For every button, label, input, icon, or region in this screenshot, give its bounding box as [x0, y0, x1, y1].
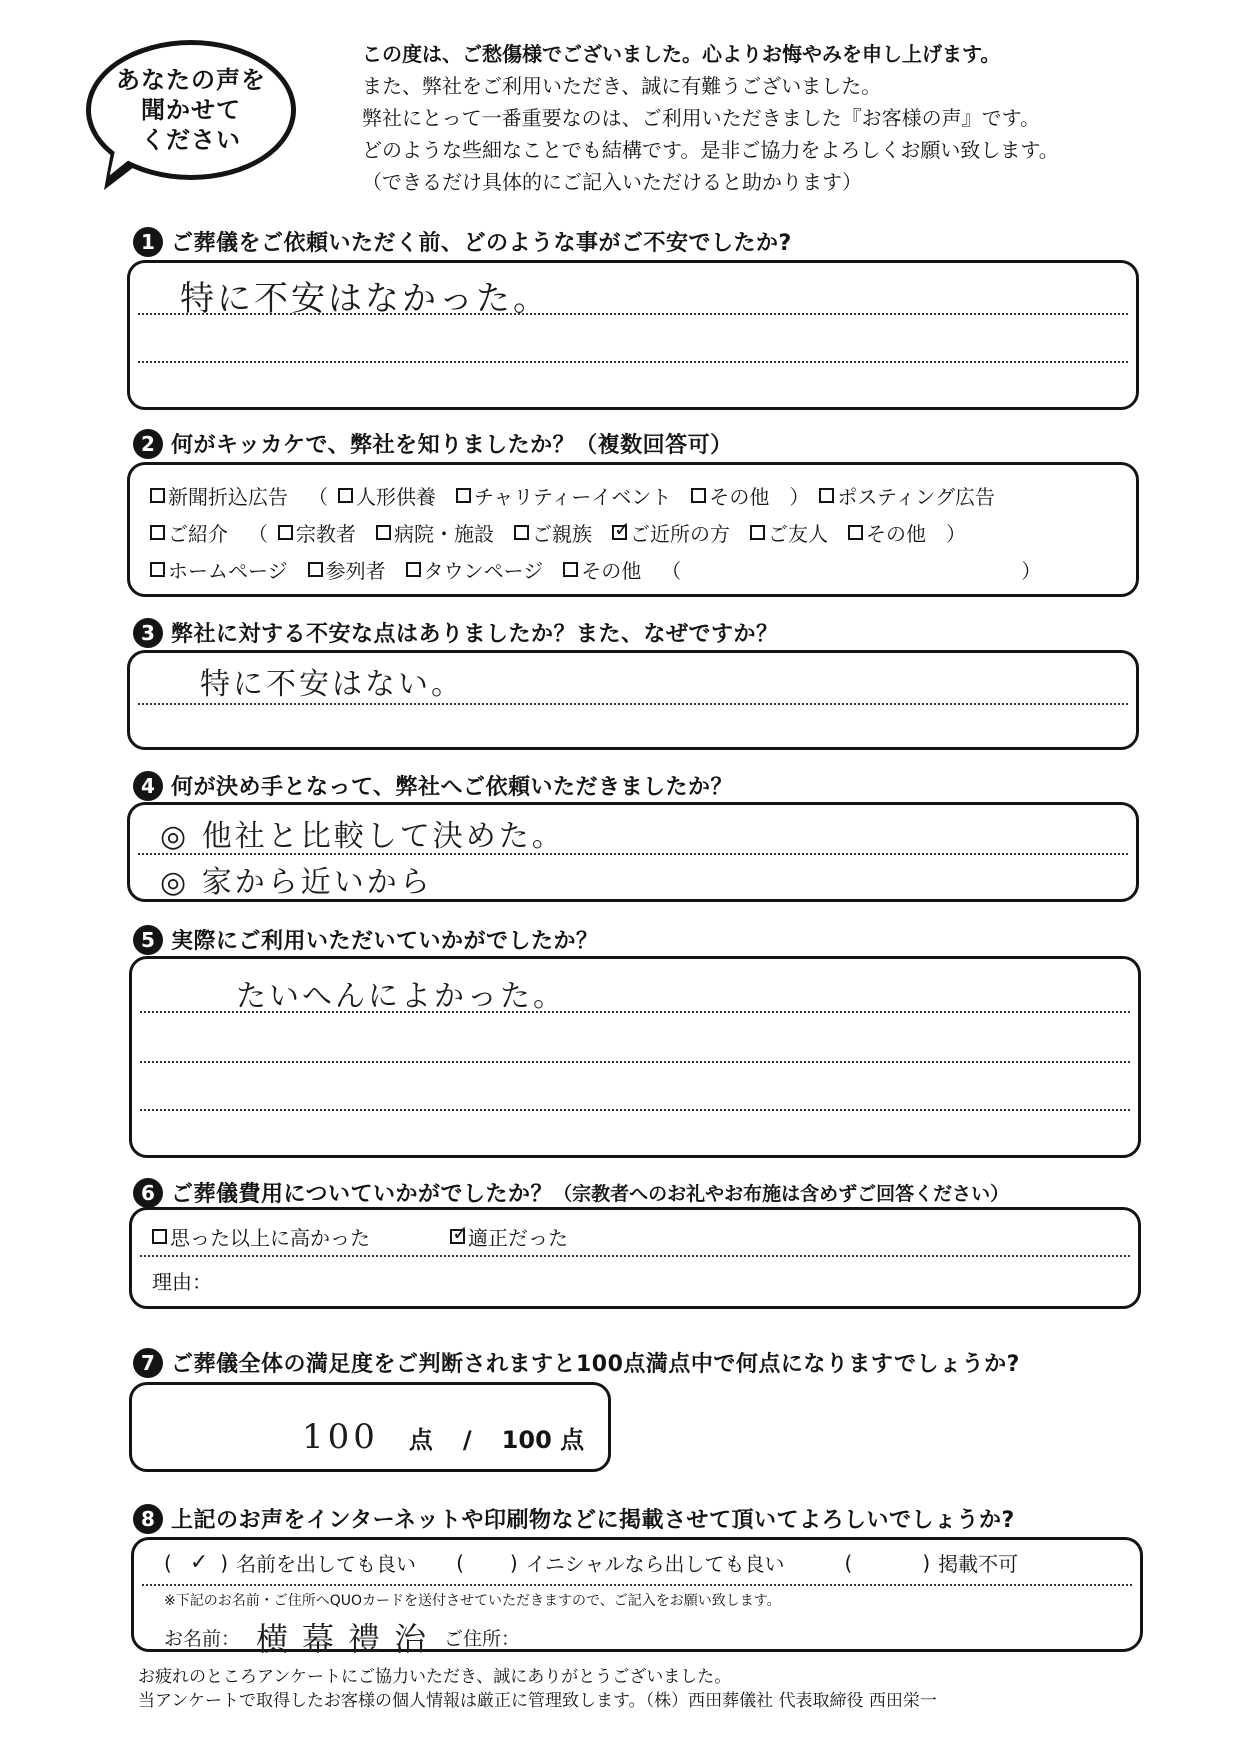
checkbox[interactable]	[152, 1229, 167, 1244]
q6-note: （宗教者へのお礼やお布施は含めずご回答ください）	[553, 1183, 1010, 1205]
q8-number: 8	[133, 1504, 163, 1534]
q3-number: 3	[133, 618, 163, 648]
option-doll-memorial[interactable]: 人形供養	[338, 481, 436, 510]
q8-answer-box	[131, 1537, 1143, 1658]
option-other-1[interactable]: その他	[691, 481, 769, 510]
address-label: ご住所：	[444, 1627, 521, 1650]
paren-close: )	[509, 1550, 518, 1575]
checkbox[interactable]	[150, 525, 165, 540]
q4-heading	[133, 770, 733, 801]
q5-handwritten-answer: たいへんによかった。	[236, 979, 566, 1014]
option-newspaper-insert[interactable]: 新聞折込広告	[150, 481, 288, 510]
checkbox[interactable]	[691, 488, 706, 503]
checkbox[interactable]	[848, 525, 863, 540]
q5-number: 5	[133, 925, 163, 955]
q2-option-row-2	[150, 518, 976, 547]
checkbox[interactable]	[406, 562, 421, 577]
intro-line-5: （できるだけ具体的にご記入いただけると助かります）	[362, 170, 862, 194]
dotted-line	[140, 1061, 1130, 1063]
q4-answer-box[interactable]	[127, 802, 1139, 902]
paren-close: ）	[789, 485, 810, 509]
paren-open: （	[308, 485, 328, 509]
footer-privacy: 当アンケートで取得したお客様の個人情報は厳正に管理致します。（株）西田葬儀社 代表取締役 西田栄一	[138, 1691, 937, 1711]
q2-option-row-1	[150, 481, 1015, 510]
checkbox[interactable]	[563, 562, 578, 577]
checkbox-checked[interactable]	[450, 1229, 465, 1244]
option-other-3[interactable]: その他	[563, 555, 641, 584]
option-charity-event[interactable]: チャリティーイベント	[456, 481, 671, 510]
option-hospital[interactable]: 病院・施設	[376, 518, 494, 547]
handwritten-check-mark: ✓	[189, 1550, 209, 1575]
dotted-line	[140, 1109, 1130, 1111]
option-other-2[interactable]: その他	[848, 518, 926, 547]
paren-open: (	[164, 1550, 172, 1575]
bubble-line-3: ください	[141, 126, 241, 154]
checkbox[interactable]	[278, 525, 293, 540]
option-attendee[interactable]: 参列者	[308, 555, 386, 584]
paren-close: ）	[1021, 559, 1042, 583]
checkbox[interactable]	[456, 488, 471, 503]
q7-score-line	[302, 1417, 584, 1457]
paren-open: （	[661, 559, 682, 583]
q3-answer-box[interactable]	[127, 650, 1139, 750]
dotted-line	[138, 361, 1128, 363]
q2-number: 2	[133, 429, 163, 459]
q6-reason-row[interactable]	[152, 1266, 232, 1295]
q8-note: ※下記のお名前・ご住所へQUOカードを送付させていただきますので、ご記入をお願い致します。	[164, 1593, 781, 1609]
option-name-ok[interactable]: ( ✓ ) 名前を出しても良い	[164, 1550, 417, 1576]
q4-question: 何が決め手となって、弊社へご依頼いただきましたか？	[171, 775, 734, 800]
q8-option-row	[164, 1548, 1038, 1577]
dotted-line	[140, 1255, 1130, 1257]
option-referral[interactable]: ご紹介	[150, 518, 228, 547]
checkbox[interactable]	[819, 488, 834, 503]
q7-handwritten-score: 100	[302, 1417, 379, 1457]
option-more-expensive[interactable]: 思った以上に高かった	[152, 1222, 370, 1251]
q3-heading	[133, 617, 779, 648]
q8-heading	[133, 1503, 1015, 1534]
option-clergy[interactable]: 宗教者	[278, 518, 356, 547]
intro-text	[362, 38, 1222, 198]
option-initials-ok[interactable]: ( ) イニシャルなら出しても良い	[456, 1550, 785, 1576]
q3-question: 弊社に対する不安な点はありましたか？また、なぜですか？	[171, 622, 779, 647]
checkbox[interactable]	[376, 525, 391, 540]
q1-handwritten-answer: 特に不安はなかった。	[180, 279, 550, 319]
bubble-line-1: あなたの声を	[116, 66, 266, 94]
option-homepage[interactable]: ホームページ	[150, 555, 288, 584]
q2-option-row-3	[150, 555, 1051, 584]
paren-open: (	[844, 1550, 853, 1575]
option-posting-ad[interactable]: ポスティング広告	[819, 481, 995, 510]
q7-score-unit: 点	[408, 1426, 433, 1454]
q7-question: ご葬儀全体の満足度をご判断されますと100点満点中で何点になりますでしょうか?	[171, 1352, 1020, 1377]
checkbox-checked[interactable]	[612, 525, 627, 540]
paren-open: (	[456, 1550, 464, 1575]
paren-open: （	[248, 522, 268, 546]
q7-score-box[interactable]	[129, 1382, 611, 1472]
q3-handwritten-answer: 特に不安はない。	[200, 667, 464, 702]
q8-question: 上記のお声をインターネットや印刷物などに掲載させて頂いてよろしいでしょうか?	[171, 1508, 1015, 1533]
checkbox[interactable]	[150, 562, 165, 577]
checkbox[interactable]	[308, 562, 323, 577]
option-reasonable[interactable]: ✓ 適正だった	[450, 1222, 568, 1251]
q1-question: ご葬儀をご依頼いただく前、どのような事がご不安でしたか?	[171, 231, 792, 256]
dotted-line	[142, 1584, 1132, 1586]
q8-name-row[interactable]	[164, 1614, 520, 1660]
option-town-page[interactable]: タウンページ	[406, 555, 544, 584]
q4-number: 4	[133, 771, 163, 801]
q5-question: 実際にご利用いただいていかがでしたか？	[171, 929, 599, 954]
paren-close: )	[922, 1550, 931, 1575]
option-relatives[interactable]: ご親族	[514, 518, 592, 547]
q4-handwritten-answer-2: ◎ 家から近いから	[160, 865, 433, 900]
q6-answer-box	[129, 1207, 1141, 1309]
checkbox[interactable]	[150, 488, 165, 503]
dotted-line	[138, 703, 1128, 705]
q7-number: 7	[133, 1348, 163, 1378]
paren-close: ）	[946, 522, 966, 546]
footer-thanks: お疲れのところアンケートにご協力いただき、誠にありがとうございました。	[138, 1667, 732, 1687]
q1-answer-box[interactable]	[127, 260, 1139, 410]
reason-label: 理由：	[152, 1270, 212, 1294]
paren-close: )	[220, 1550, 229, 1575]
q7-max-score: 100 点	[501, 1426, 585, 1454]
q2-heading	[133, 428, 733, 459]
name-label: お名前：	[164, 1627, 241, 1650]
q1-number: 1	[133, 227, 163, 257]
q4-handwritten-answer-1: ◎ 他社と比較して決めた。	[160, 819, 565, 854]
q2-question: 何がキッカケで、弊社を知りましたか？（複数回答可）	[171, 433, 733, 458]
q6-question: ご葬儀費用についていかがでしたか？	[171, 1182, 554, 1207]
q2-options-box	[127, 462, 1139, 597]
intro-line-2: また、弊社をご利用いただき、誠に有難うございました。	[362, 74, 882, 98]
name-handwritten-value: 横幕禮治	[256, 1620, 441, 1658]
checkbox[interactable]	[750, 525, 765, 540]
q1-heading	[133, 226, 792, 257]
intro-line-3: 弊社にとって一番重要なのは、ご利用いただきました『お客様の声』です。	[362, 106, 1040, 130]
checkbox[interactable]	[514, 525, 529, 540]
option-no-publish[interactable]: ( ) 掲載不可	[844, 1550, 1019, 1576]
q6-option-row	[152, 1222, 588, 1251]
bubble-line-2: 聞かせて	[141, 96, 241, 124]
option-neighbors[interactable]: ✓ ご近所の方	[612, 518, 730, 547]
intro-line-1: この度は、ご愁傷様でございました。心よりお悔やみを申し上げます。	[362, 42, 1001, 66]
q6-heading	[133, 1177, 1009, 1208]
intro-line-4: どのような些細なことでも結構です。是非ご協力をよろしくお願い致します。	[362, 138, 1059, 162]
q6-number: 6	[133, 1178, 163, 1208]
option-friends[interactable]: ご友人	[750, 518, 828, 547]
q5-heading	[133, 924, 599, 955]
q7-slash: /	[462, 1426, 472, 1454]
q5-answer-box[interactable]	[129, 956, 1141, 1158]
q7-heading	[133, 1347, 1020, 1378]
checkbox[interactable]	[338, 488, 353, 503]
